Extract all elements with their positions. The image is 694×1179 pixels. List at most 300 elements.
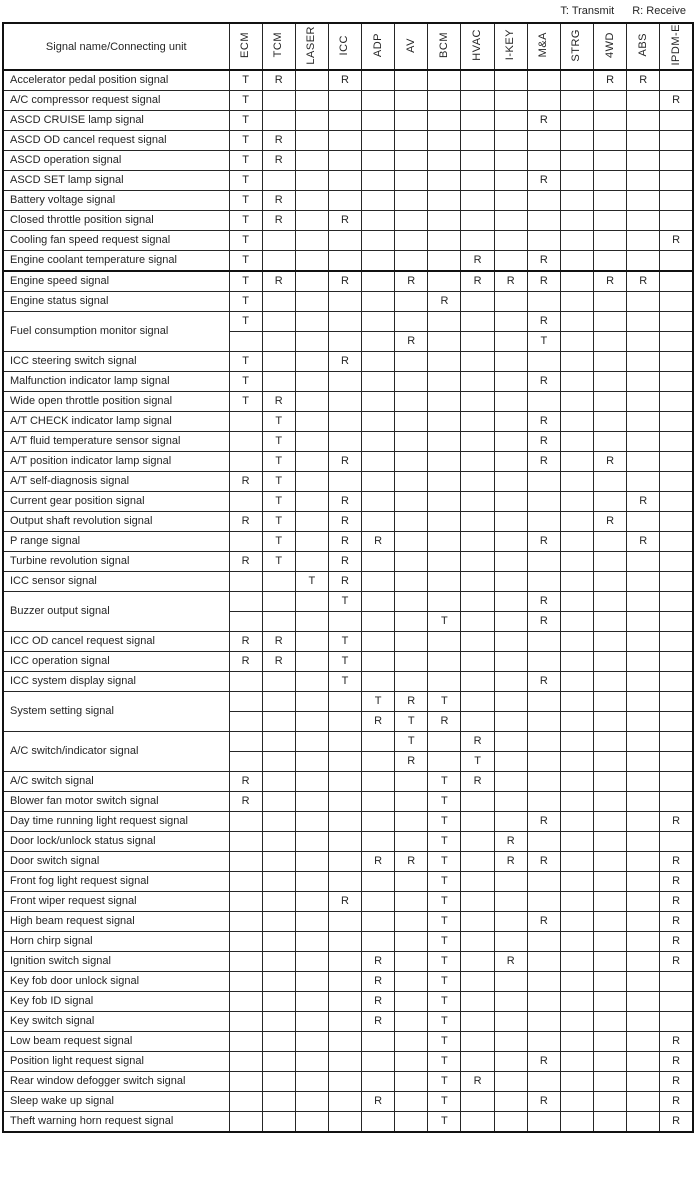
signal-cell-i-key: R — [494, 952, 527, 972]
signal-cell-laser — [295, 892, 328, 912]
signal-cell-ecm — [229, 332, 262, 352]
signal-row — [3, 171, 693, 191]
signal-cell-laser: T — [295, 572, 328, 592]
signal-cell-abs — [627, 652, 660, 672]
signal-cell-m-a: R — [527, 251, 560, 272]
column-header-label: LASER — [305, 25, 318, 65]
signal-cell-av — [395, 1092, 428, 1112]
signal-cell-m-a — [527, 572, 560, 592]
signal-cell-ipdm-e — [660, 392, 693, 412]
signal-cell-strg — [560, 672, 593, 692]
signal-cell-av — [395, 131, 428, 151]
signal-cell-adp: R — [362, 712, 395, 732]
signal-cell-ipdm-e — [660, 672, 693, 692]
column-header-abs — [627, 23, 660, 70]
signal-cell-adp — [362, 672, 395, 692]
signal-cell-ipdm-e: R — [660, 1092, 693, 1112]
signal-cell-ecm — [229, 1032, 262, 1052]
signal-cell-icc: R — [328, 492, 361, 512]
signal-cell-adp: R — [362, 1012, 395, 1032]
signal-cell-4wd — [594, 812, 627, 832]
signal-cell-av — [395, 952, 428, 972]
signal-cell-hvac — [461, 852, 494, 872]
signal-cell-ecm: R — [229, 512, 262, 532]
signal-cell-bcm: T — [428, 1092, 461, 1112]
signal-cell-m-a: R — [527, 532, 560, 552]
signal-row — [3, 492, 693, 512]
signal-cell-ecm: T — [229, 151, 262, 171]
signal-cell-tcm — [262, 91, 295, 111]
signal-cell-ecm: T — [229, 131, 262, 151]
signal-cell-m-a — [527, 632, 560, 652]
signal-cell-4wd — [594, 231, 627, 251]
column-header-bcm — [428, 23, 461, 70]
signal-cell-m-a — [527, 792, 560, 812]
signal-row — [3, 91, 693, 111]
signal-cell-ecm: T — [229, 70, 262, 91]
signal-cell-strg — [560, 772, 593, 792]
signal-cell-bcm: T — [428, 692, 461, 712]
signal-cell-strg — [560, 752, 593, 772]
signal-cell-av — [395, 812, 428, 832]
signal-cell-hvac — [461, 912, 494, 932]
signal-cell-abs — [627, 772, 660, 792]
signal-cell-hvac — [461, 392, 494, 412]
signal-cell-bcm: T — [428, 852, 461, 872]
signal-cell-ecm: T — [229, 372, 262, 392]
signal-cell-ecm: T — [229, 251, 262, 272]
signal-cell-abs — [627, 372, 660, 392]
signal-cell-hvac — [461, 812, 494, 832]
signal-cell-abs — [627, 512, 660, 532]
signal-cell-tcm: R — [262, 392, 295, 412]
signal-cell-laser — [295, 552, 328, 572]
signal-cell-strg — [560, 472, 593, 492]
signal-cell-bcm — [428, 332, 461, 352]
signal-name-cell: Wide open throttle position signal — [3, 392, 229, 412]
signal-cell-tcm — [262, 1012, 295, 1032]
signal-cell-strg — [560, 251, 593, 272]
signal-cell-strg — [560, 111, 593, 131]
signal-cell-adp — [362, 772, 395, 792]
signal-cell-tcm — [262, 1072, 295, 1092]
signal-cell-i-key: R — [494, 852, 527, 872]
signal-cell-abs — [627, 932, 660, 952]
signal-cell-abs — [627, 792, 660, 812]
signal-cell-strg — [560, 131, 593, 151]
signal-cell-av — [395, 111, 428, 131]
signal-cell-tcm: R — [262, 211, 295, 231]
signal-cell-strg — [560, 211, 593, 231]
signal-cell-m-a: R — [527, 312, 560, 332]
signal-cell-hvac — [461, 432, 494, 452]
column-header-ipdm-e — [660, 23, 693, 70]
signal-cell-laser — [295, 632, 328, 652]
signal-cell-strg — [560, 91, 593, 111]
column-header-label: ICC — [338, 34, 351, 56]
signal-cell-icc — [328, 292, 361, 312]
signal-cell-icc — [328, 1012, 361, 1032]
signal-cell-m-a — [527, 772, 560, 792]
signal-cell-av — [395, 1072, 428, 1092]
signal-cell-abs: R — [627, 492, 660, 512]
signal-cell-strg — [560, 972, 593, 992]
signal-cell-i-key — [494, 70, 527, 91]
signal-cell-adp — [362, 392, 395, 412]
signal-cell-m-a — [527, 552, 560, 572]
signal-cell-m-a: R — [527, 1052, 560, 1072]
signal-cell-icc — [328, 912, 361, 932]
signal-cell-m-a: R — [527, 592, 560, 612]
signal-cell-m-a — [527, 492, 560, 512]
signal-cell-bcm: R — [428, 292, 461, 312]
signal-name-cell: Blower fan motor switch signal — [3, 792, 229, 812]
signal-cell-strg — [560, 412, 593, 432]
signal-cell-adp — [362, 552, 395, 572]
signal-cell-av: T — [395, 712, 428, 732]
signal-cell-4wd — [594, 912, 627, 932]
signal-cell-ipdm-e — [660, 271, 693, 292]
signal-cell-m-a: R — [527, 412, 560, 432]
signal-cell-m-a — [527, 70, 560, 91]
signal-cell-av — [395, 872, 428, 892]
signal-cell-ipdm-e — [660, 452, 693, 472]
signal-cell-4wd — [594, 592, 627, 612]
signal-cell-laser — [295, 1032, 328, 1052]
signal-cell-av — [395, 472, 428, 492]
signal-cell-4wd — [594, 211, 627, 231]
signal-cell-ipdm-e: R — [660, 812, 693, 832]
signal-cell-av — [395, 572, 428, 592]
signal-cell-hvac — [461, 492, 494, 512]
signal-cell-laser — [295, 70, 328, 91]
signal-cell-icc — [328, 992, 361, 1012]
signal-name-cell: Door switch signal — [3, 852, 229, 872]
signal-cell-hvac — [461, 692, 494, 712]
signal-cell-ipdm-e — [660, 712, 693, 732]
signal-name-cell: Engine coolant temperature signal — [3, 251, 229, 272]
signal-cell-4wd — [594, 1092, 627, 1112]
signal-cell-laser — [295, 211, 328, 231]
signal-cell-i-key — [494, 1072, 527, 1092]
signal-cell-4wd — [594, 732, 627, 752]
signal-cell-icc: T — [328, 652, 361, 672]
signal-cell-4wd — [594, 972, 627, 992]
signal-name-cell: Fuel consumption monitor signal — [3, 312, 229, 352]
signal-cell-hvac — [461, 992, 494, 1012]
signal-name-cell: Position light request signal — [3, 1052, 229, 1072]
signal-cell-i-key — [494, 932, 527, 952]
signal-name-cell: High beam request signal — [3, 912, 229, 932]
signal-cell-bcm — [428, 91, 461, 111]
signal-cell-4wd — [594, 352, 627, 372]
signal-cell-icc — [328, 812, 361, 832]
signal-cell-strg — [560, 292, 593, 312]
signal-name-cell: Ignition switch signal — [3, 952, 229, 972]
signal-cell-m-a — [527, 231, 560, 251]
column-header-label: HVAC — [471, 29, 484, 61]
signal-cell-abs: R — [627, 271, 660, 292]
signal-cell-laser — [295, 231, 328, 251]
signal-name-cell: Low beam request signal — [3, 1032, 229, 1052]
signal-cell-hvac — [461, 452, 494, 472]
signal-cell-bcm: T — [428, 612, 461, 632]
signal-name-cell: Output shaft revolution signal — [3, 512, 229, 532]
signal-cell-ecm — [229, 612, 262, 632]
signal-cell-i-key — [494, 612, 527, 632]
signal-row — [3, 832, 693, 852]
signal-cell-ecm — [229, 1072, 262, 1092]
signal-row — [3, 312, 693, 332]
signal-cell-i-key — [494, 1052, 527, 1072]
signal-cell-i-key — [494, 352, 527, 372]
signal-cell-adp — [362, 70, 395, 91]
signal-cell-tcm — [262, 292, 295, 312]
signal-cell-tcm — [262, 752, 295, 772]
signal-cell-tcm — [262, 251, 295, 272]
signal-cell-ipdm-e: R — [660, 932, 693, 952]
signal-row — [3, 412, 693, 432]
legend-receive-label: R: Receive — [632, 5, 686, 17]
signal-cell-ipdm-e: R — [660, 1052, 693, 1072]
signal-cell-m-a — [527, 732, 560, 752]
signal-cell-abs — [627, 872, 660, 892]
signal-cell-tcm — [262, 972, 295, 992]
signal-cell-m-a — [527, 932, 560, 952]
column-header-icc — [328, 23, 361, 70]
signal-cell-icc: T — [328, 632, 361, 652]
signal-cell-ipdm-e — [660, 832, 693, 852]
signal-cell-hvac — [461, 70, 494, 91]
signal-cell-i-key — [494, 532, 527, 552]
signal-cell-4wd: R — [594, 512, 627, 532]
corner-header: Signal name/Connecting unit — [3, 23, 229, 70]
signal-cell-ipdm-e — [660, 692, 693, 712]
signal-name-cell: Current gear position signal — [3, 492, 229, 512]
signal-row — [3, 532, 693, 552]
signal-cell-4wd — [594, 1052, 627, 1072]
signal-cell-m-a: R — [527, 1092, 560, 1112]
signal-cell-ipdm-e — [660, 332, 693, 352]
column-header-label: I-KEY — [504, 29, 517, 61]
signal-cell-adp: R — [362, 852, 395, 872]
signal-cell-hvac — [461, 171, 494, 191]
signal-cell-hvac — [461, 672, 494, 692]
signal-name-cell: ICC OD cancel request signal — [3, 632, 229, 652]
signal-cell-abs — [627, 211, 660, 231]
column-header-4wd — [594, 23, 627, 70]
signal-cell-tcm — [262, 912, 295, 932]
signal-cell-bcm — [428, 732, 461, 752]
signal-row — [3, 512, 693, 532]
signal-cell-av: T — [395, 732, 428, 752]
signal-cell-laser — [295, 472, 328, 492]
signal-cell-4wd: R — [594, 452, 627, 472]
signal-name-cell: Closed throttle position signal — [3, 211, 229, 231]
signal-row — [3, 552, 693, 572]
signal-cell-icc: R — [328, 211, 361, 231]
signal-cell-adp — [362, 892, 395, 912]
signal-cell-av — [395, 171, 428, 191]
signal-cell-adp — [362, 652, 395, 672]
signal-cell-tcm — [262, 892, 295, 912]
signal-cell-ipdm-e — [660, 432, 693, 452]
signal-cell-icc — [328, 932, 361, 952]
signal-cell-4wd — [594, 392, 627, 412]
signal-cell-4wd — [594, 292, 627, 312]
signal-cell-ipdm-e — [660, 592, 693, 612]
signal-cell-4wd — [594, 1012, 627, 1032]
signal-cell-i-key — [494, 872, 527, 892]
signal-cell-ipdm-e — [660, 772, 693, 792]
signal-cell-4wd — [594, 412, 627, 432]
signal-cell-ipdm-e: R — [660, 1032, 693, 1052]
signal-cell-ecm — [229, 912, 262, 932]
signal-cell-adp — [362, 572, 395, 592]
signal-cell-i-key — [494, 732, 527, 752]
signal-cell-strg — [560, 892, 593, 912]
signal-cell-icc: R — [328, 352, 361, 372]
signal-cell-icc — [328, 612, 361, 632]
signal-cell-tcm — [262, 872, 295, 892]
signal-cell-av — [395, 312, 428, 332]
signal-cell-adp — [362, 1072, 395, 1092]
signal-cell-m-a — [527, 131, 560, 151]
signal-row — [3, 692, 693, 712]
signal-cell-ipdm-e — [660, 352, 693, 372]
signal-row — [3, 872, 693, 892]
signal-cell-laser — [295, 1112, 328, 1133]
signal-row — [3, 292, 693, 312]
signal-cell-ecm: T — [229, 352, 262, 372]
signal-row — [3, 131, 693, 151]
signal-cell-ecm — [229, 412, 262, 432]
signal-cell-hvac — [461, 372, 494, 392]
signal-row — [3, 792, 693, 812]
legend — [2, 3, 692, 22]
signal-cell-hvac — [461, 592, 494, 612]
signal-cell-i-key: R — [494, 271, 527, 292]
signal-cell-4wd — [594, 432, 627, 452]
signal-cell-adp — [362, 372, 395, 392]
signal-cell-abs — [627, 111, 660, 131]
signal-cell-ipdm-e — [660, 131, 693, 151]
signal-cell-strg — [560, 552, 593, 572]
signal-cell-abs — [627, 251, 660, 272]
signal-cell-ecm — [229, 692, 262, 712]
signal-cell-ecm — [229, 992, 262, 1012]
signal-cell-ecm — [229, 892, 262, 912]
signal-cell-m-a: R — [527, 912, 560, 932]
signal-cell-av: R — [395, 852, 428, 872]
column-header-label: ABS — [636, 33, 649, 57]
signal-cell-abs — [627, 1032, 660, 1052]
signal-cell-icc: R — [328, 452, 361, 472]
signal-cell-4wd — [594, 191, 627, 211]
signal-cell-m-a — [527, 292, 560, 312]
signal-cell-icc: R — [328, 271, 361, 292]
signal-cell-abs — [627, 752, 660, 772]
signal-cell-bcm — [428, 472, 461, 492]
signal-cell-strg — [560, 392, 593, 412]
column-header-laser — [295, 23, 328, 70]
signal-cell-laser — [295, 251, 328, 272]
signal-name-cell: Theft warning horn request signal — [3, 1112, 229, 1133]
signal-cell-ecm — [229, 672, 262, 692]
signal-cell-ecm: T — [229, 171, 262, 191]
signal-cell-m-a: R — [527, 171, 560, 191]
signal-cell-strg — [560, 191, 593, 211]
signal-cell-ecm — [229, 732, 262, 752]
signal-cell-strg — [560, 452, 593, 472]
signal-cell-m-a: R — [527, 672, 560, 692]
signal-cell-bcm — [428, 312, 461, 332]
signal-cell-hvac — [461, 892, 494, 912]
signal-cell-adp: R — [362, 992, 395, 1012]
signal-cell-abs — [627, 672, 660, 692]
signal-cell-laser — [295, 512, 328, 532]
signal-cell-adp: T — [362, 692, 395, 712]
signal-cell-strg — [560, 151, 593, 171]
signal-cell-i-key — [494, 912, 527, 932]
signal-cell-4wd — [594, 612, 627, 632]
signal-cell-ipdm-e — [660, 412, 693, 432]
signal-cell-strg — [560, 852, 593, 872]
signal-name-cell: A/C switch signal — [3, 772, 229, 792]
signal-cell-ipdm-e: R — [660, 231, 693, 251]
signal-cell-adp — [362, 151, 395, 171]
signal-cell-ipdm-e — [660, 632, 693, 652]
signal-cell-i-key — [494, 652, 527, 672]
signal-cell-adp — [362, 1052, 395, 1072]
signal-cell-strg — [560, 812, 593, 832]
signal-cell-ecm — [229, 1052, 262, 1072]
signal-name-cell: Key fob door unlock signal — [3, 972, 229, 992]
signal-cell-laser — [295, 872, 328, 892]
signal-name-cell: Accelerator pedal position signal — [3, 70, 229, 91]
signal-cell-4wd — [594, 752, 627, 772]
signal-cell-adp — [362, 612, 395, 632]
signal-cell-adp — [362, 732, 395, 752]
signal-name-cell: Key fob ID signal — [3, 992, 229, 1012]
signal-cell-m-a — [527, 151, 560, 171]
signal-row — [3, 812, 693, 832]
signal-row — [3, 1072, 693, 1092]
signal-cell-av — [395, 652, 428, 672]
column-header-label: ADP — [371, 32, 384, 58]
signal-cell-ecm — [229, 952, 262, 972]
signal-cell-strg — [560, 492, 593, 512]
signal-cell-hvac — [461, 712, 494, 732]
signal-cell-i-key — [494, 312, 527, 332]
signal-cell-av — [395, 70, 428, 91]
signal-cell-adp — [362, 191, 395, 211]
signal-cell-m-a — [527, 972, 560, 992]
signal-cell-tcm — [262, 852, 295, 872]
signal-cell-abs — [627, 452, 660, 472]
signal-name-cell: A/C compressor request signal — [3, 91, 229, 111]
signal-cell-abs — [627, 632, 660, 652]
signal-cell-icc — [328, 1092, 361, 1112]
signal-cell-laser — [295, 732, 328, 752]
signal-cell-strg — [560, 832, 593, 852]
signal-cell-4wd — [594, 852, 627, 872]
signal-cell-m-a: R — [527, 111, 560, 131]
signal-name-cell: System setting signal — [3, 692, 229, 732]
signal-cell-strg — [560, 231, 593, 251]
signal-cell-hvac — [461, 292, 494, 312]
signal-cell-ecm: T — [229, 231, 262, 251]
